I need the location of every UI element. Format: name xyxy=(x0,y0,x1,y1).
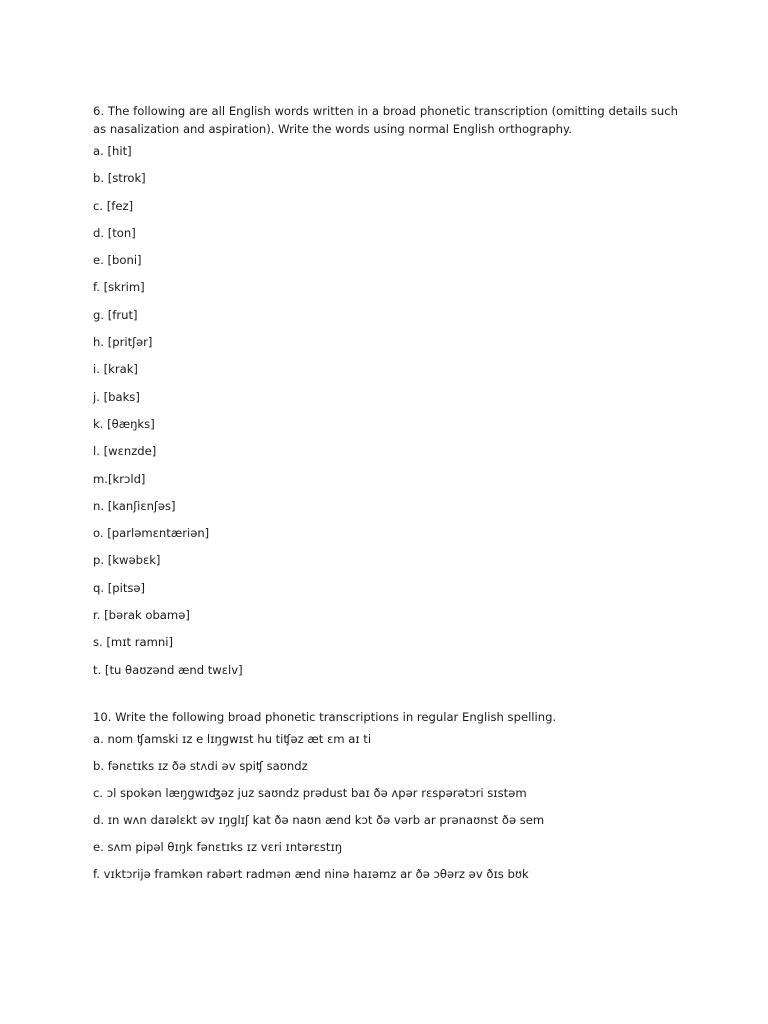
list-item: k. [θæŋks] xyxy=(93,416,155,431)
question-6-section xyxy=(93,102,678,684)
list-item: a. [hit] xyxy=(93,144,132,158)
list-item: n. [kanʃiɛnʃəs] xyxy=(93,498,176,513)
list-item: d. [ton] xyxy=(93,225,136,240)
question-10-section xyxy=(93,708,678,888)
question-6-prompt: 6. The following are all English words written in a broad phonetic transcription (omitting details such as nasalization and aspiration). Write the words using normal English orthography. xyxy=(93,104,678,136)
list-item: c. ɔl spokən læŋgwɪʤəz juz saʊndz prədust baɪ ðə ʌpər rɛspərətɔri sɪstəm xyxy=(93,785,527,800)
list-item: i. [krak] xyxy=(93,362,138,377)
list-item: o. [parləmɛntæriən] xyxy=(93,526,210,541)
list-item: r. [bərak obamə] xyxy=(93,608,190,623)
list-item: m.[krɔld] xyxy=(93,471,146,486)
list-item: e. sʌm pipəl θɪŋk fənɛtɪks ɪz vɛri ɪntərɛstɪŋ xyxy=(93,839,343,854)
list-item: b. fənɛtɪks ɪz ðə stʌdi əv spiʧ saʊndz xyxy=(93,758,308,773)
list-item: c. [fez] xyxy=(93,198,134,213)
list-item: b. [strok] xyxy=(93,171,146,186)
list-item: d. ɪn wʌn daɪəlɛkt əv ɪŋglɪʃ kat ðə naʊn ænd kɔt ðə vərb ar prənaʊnst ðə sem xyxy=(93,812,545,827)
list-item: f. [skrim] xyxy=(93,280,145,295)
list-item: h. [pritʃər] xyxy=(93,335,153,350)
list-item: t. [tu θaʊzənd ænd twɛlv] xyxy=(93,662,243,677)
list-item: p. [kwəbɛk] xyxy=(93,553,161,568)
list-item: l. [wɛnzde] xyxy=(93,444,157,459)
list-item: g. [frut] xyxy=(93,307,138,322)
list-item: f. vɪktɔrijə framkən rabərt radmən ænd ninə haɪəmz ar ðə ɔθərz əv ðɪs bʊk xyxy=(93,866,529,881)
document-content xyxy=(93,102,678,888)
list-item: e. [boni] xyxy=(93,253,142,268)
question-6-list xyxy=(93,138,678,684)
question-10-list xyxy=(93,726,678,888)
list-item: j. [baks] xyxy=(93,389,140,404)
list-item: a. nom ʧamski ɪz e lɪŋgwɪst hu tiʧəz æt ɛm aɪ ti xyxy=(93,731,372,746)
list-item: s. [mɪt ramni] xyxy=(93,635,174,650)
list-item: q. [pitsə] xyxy=(93,580,146,595)
question-10-prompt: 10. Write the following broad phonetic transcriptions in regular English spelling. xyxy=(93,709,557,724)
